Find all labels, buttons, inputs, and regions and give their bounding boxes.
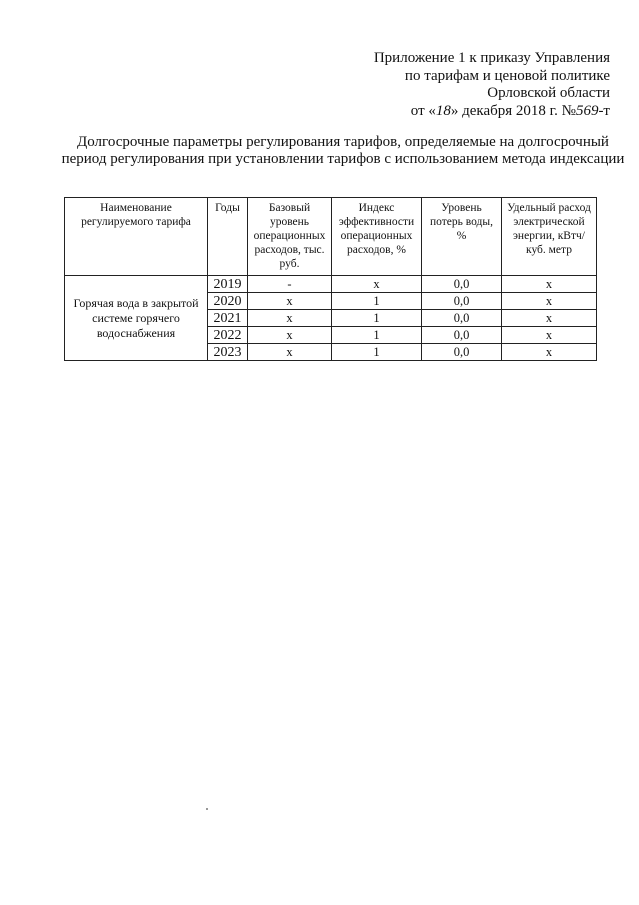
header-years: Годы — [208, 198, 248, 276]
efficiency-index-cell: 1 — [332, 310, 422, 327]
water-losses-cell: 0,0 — [422, 327, 502, 344]
water-losses-cell: 0,0 — [422, 276, 502, 293]
appendix-date-line — [310, 103, 610, 121]
appendix-line-2: по тарифам и ценовой политике — [404, 67, 610, 84]
year-cell: 2021 — [208, 310, 248, 327]
base-level-cell: - — [248, 276, 332, 293]
base-level-cell: х — [248, 293, 332, 310]
water-losses-cell: 0,0 — [422, 344, 502, 361]
date-prefix: от « — [410, 102, 436, 119]
water-losses-cell: 0,0 — [422, 293, 502, 310]
appendix-header — [310, 50, 610, 120]
efficiency-index-cell: х — [332, 276, 422, 293]
header-tariff-name: Наименование регулируемого тарифа — [65, 198, 208, 276]
appendix-line-1: Приложение 1 к приказу Управления — [373, 50, 610, 66]
table-header-row — [65, 198, 597, 276]
year-cell: 2022 — [208, 327, 248, 344]
energy-consumption-cell: х — [502, 344, 597, 361]
scan-speck — [206, 808, 208, 810]
header-base-level: Базовый уровень операционных расходов, тыс. руб. — [248, 198, 332, 276]
header-efficiency-index: Индекс эффективности операционных расходов, % — [332, 198, 422, 276]
tariff-name-cell: Горячая вода в закрытой системе горячего водоснабжения — [65, 276, 208, 361]
header-water-losses: Уровень потерь воды, % — [422, 198, 502, 276]
order-number: 569 — [575, 102, 599, 119]
energy-consumption-cell: х — [502, 327, 597, 344]
base-level-cell: х — [248, 310, 332, 327]
year-cell: 2023 — [208, 344, 248, 361]
date-middle: » декабря 2018 г. № — [450, 102, 576, 119]
water-losses-cell: 0,0 — [422, 310, 502, 327]
document-title: Долгосрочные параметры регулирования тарифов, определяемые на долгосрочный период регулирования при установлении тарифов с использованием метода индексации — [61, 134, 625, 167]
table-row — [65, 276, 597, 293]
year-cell: 2019 — [208, 276, 248, 293]
header-energy-consumption: Удельный расход электрической энергии, кВтч/куб. метр — [502, 198, 597, 276]
energy-consumption-cell: х — [502, 293, 597, 310]
efficiency-index-cell: 1 — [332, 327, 422, 344]
energy-consumption-cell: х — [502, 310, 597, 327]
base-level-cell: х — [248, 327, 332, 344]
order-suffix: -т — [598, 102, 610, 119]
order-day: 18 — [435, 102, 451, 119]
efficiency-index-cell: 1 — [332, 293, 422, 310]
energy-consumption-cell: х — [502, 276, 597, 293]
efficiency-index-cell: 1 — [332, 344, 422, 361]
parameters-table — [64, 197, 597, 361]
appendix-line-3: Орловской области — [487, 85, 610, 101]
year-cell: 2020 — [208, 293, 248, 310]
base-level-cell: х — [248, 344, 332, 361]
